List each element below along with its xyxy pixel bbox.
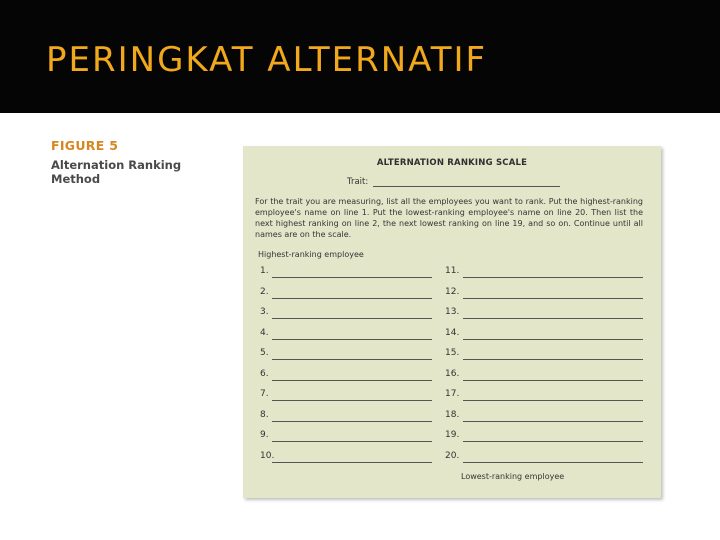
rank-number: 18.: [445, 409, 460, 420]
rank-number: 9.: [260, 430, 269, 440]
rank-blank-line: [463, 298, 643, 299]
rank-number: 16.: [445, 368, 460, 379]
rank-number: 13.: [445, 307, 460, 317]
rank-blank-line: [463, 421, 643, 422]
rank-number: 11.: [445, 266, 460, 276]
rank-number: 20.: [445, 450, 460, 461]
rank-number: 8.: [260, 409, 269, 420]
rank-blank-line: [463, 339, 643, 340]
instructions-text: For the trait you are measuring, list all the employees you want to rank. Put the highest-ranking employee's name on line 1. Put the lowest-ranking employee's name on line 20. Then list the next highest ranking on line 2, the next lowest ranking on line 19, and so on. Continue until all names are on the scale.: [255, 197, 643, 239]
rank-blank-line: [272, 359, 432, 360]
scale-title: ALTERNATION RANKING SCALE: [376, 158, 528, 168]
title-bar: [0, 0, 720, 113]
rank-blank-line: [272, 298, 432, 299]
rank-blank-line: [463, 441, 643, 442]
rank-blank-line: [463, 277, 643, 278]
figure-label: FIGURE 5: [51, 138, 119, 153]
trait-label: Trait:: [347, 177, 369, 187]
rank-number: 5.: [260, 348, 269, 358]
rank-blank-line: [272, 277, 432, 278]
rank-blank-line: [463, 380, 643, 381]
rank-number: 10.: [260, 450, 275, 461]
rank-number: 12.: [445, 286, 460, 297]
rank-blank-line: [272, 400, 432, 401]
rank-blank-line: [272, 339, 432, 340]
rank-blank-line: [272, 318, 432, 319]
slide-title: PERINGKAT ALTERNATIF: [46, 40, 488, 80]
rank-number: 3.: [260, 307, 269, 317]
rank-blank-line: [463, 318, 643, 319]
rank-number: 15.: [445, 348, 460, 358]
rank-number: 4.: [260, 327, 269, 338]
trait-blank-line: [373, 186, 560, 187]
rank-number: 2.: [260, 286, 269, 297]
rank-number: 17.: [445, 389, 460, 399]
rank-number: 1.: [260, 266, 269, 276]
rank-blank-line: [272, 441, 432, 442]
lowest-ranking-label: Lowest-ranking employee: [461, 472, 565, 481]
ranking-scale-form: [243, 146, 661, 498]
rank-number: 19.: [445, 430, 460, 440]
figure-caption: Alternation Ranking Method: [51, 158, 182, 186]
rank-number: 6.: [260, 368, 269, 379]
highest-ranking-label: Highest-ranking employee: [258, 250, 364, 259]
rank-number: 7.: [260, 389, 269, 399]
rank-blank-line: [463, 400, 643, 401]
rank-blank-line: [272, 421, 432, 422]
rank-blank-line: [463, 462, 643, 463]
rank-blank-line: [272, 462, 432, 463]
rank-blank-line: [463, 359, 643, 360]
rank-blank-line: [272, 380, 432, 381]
rank-number: 14.: [445, 327, 460, 338]
